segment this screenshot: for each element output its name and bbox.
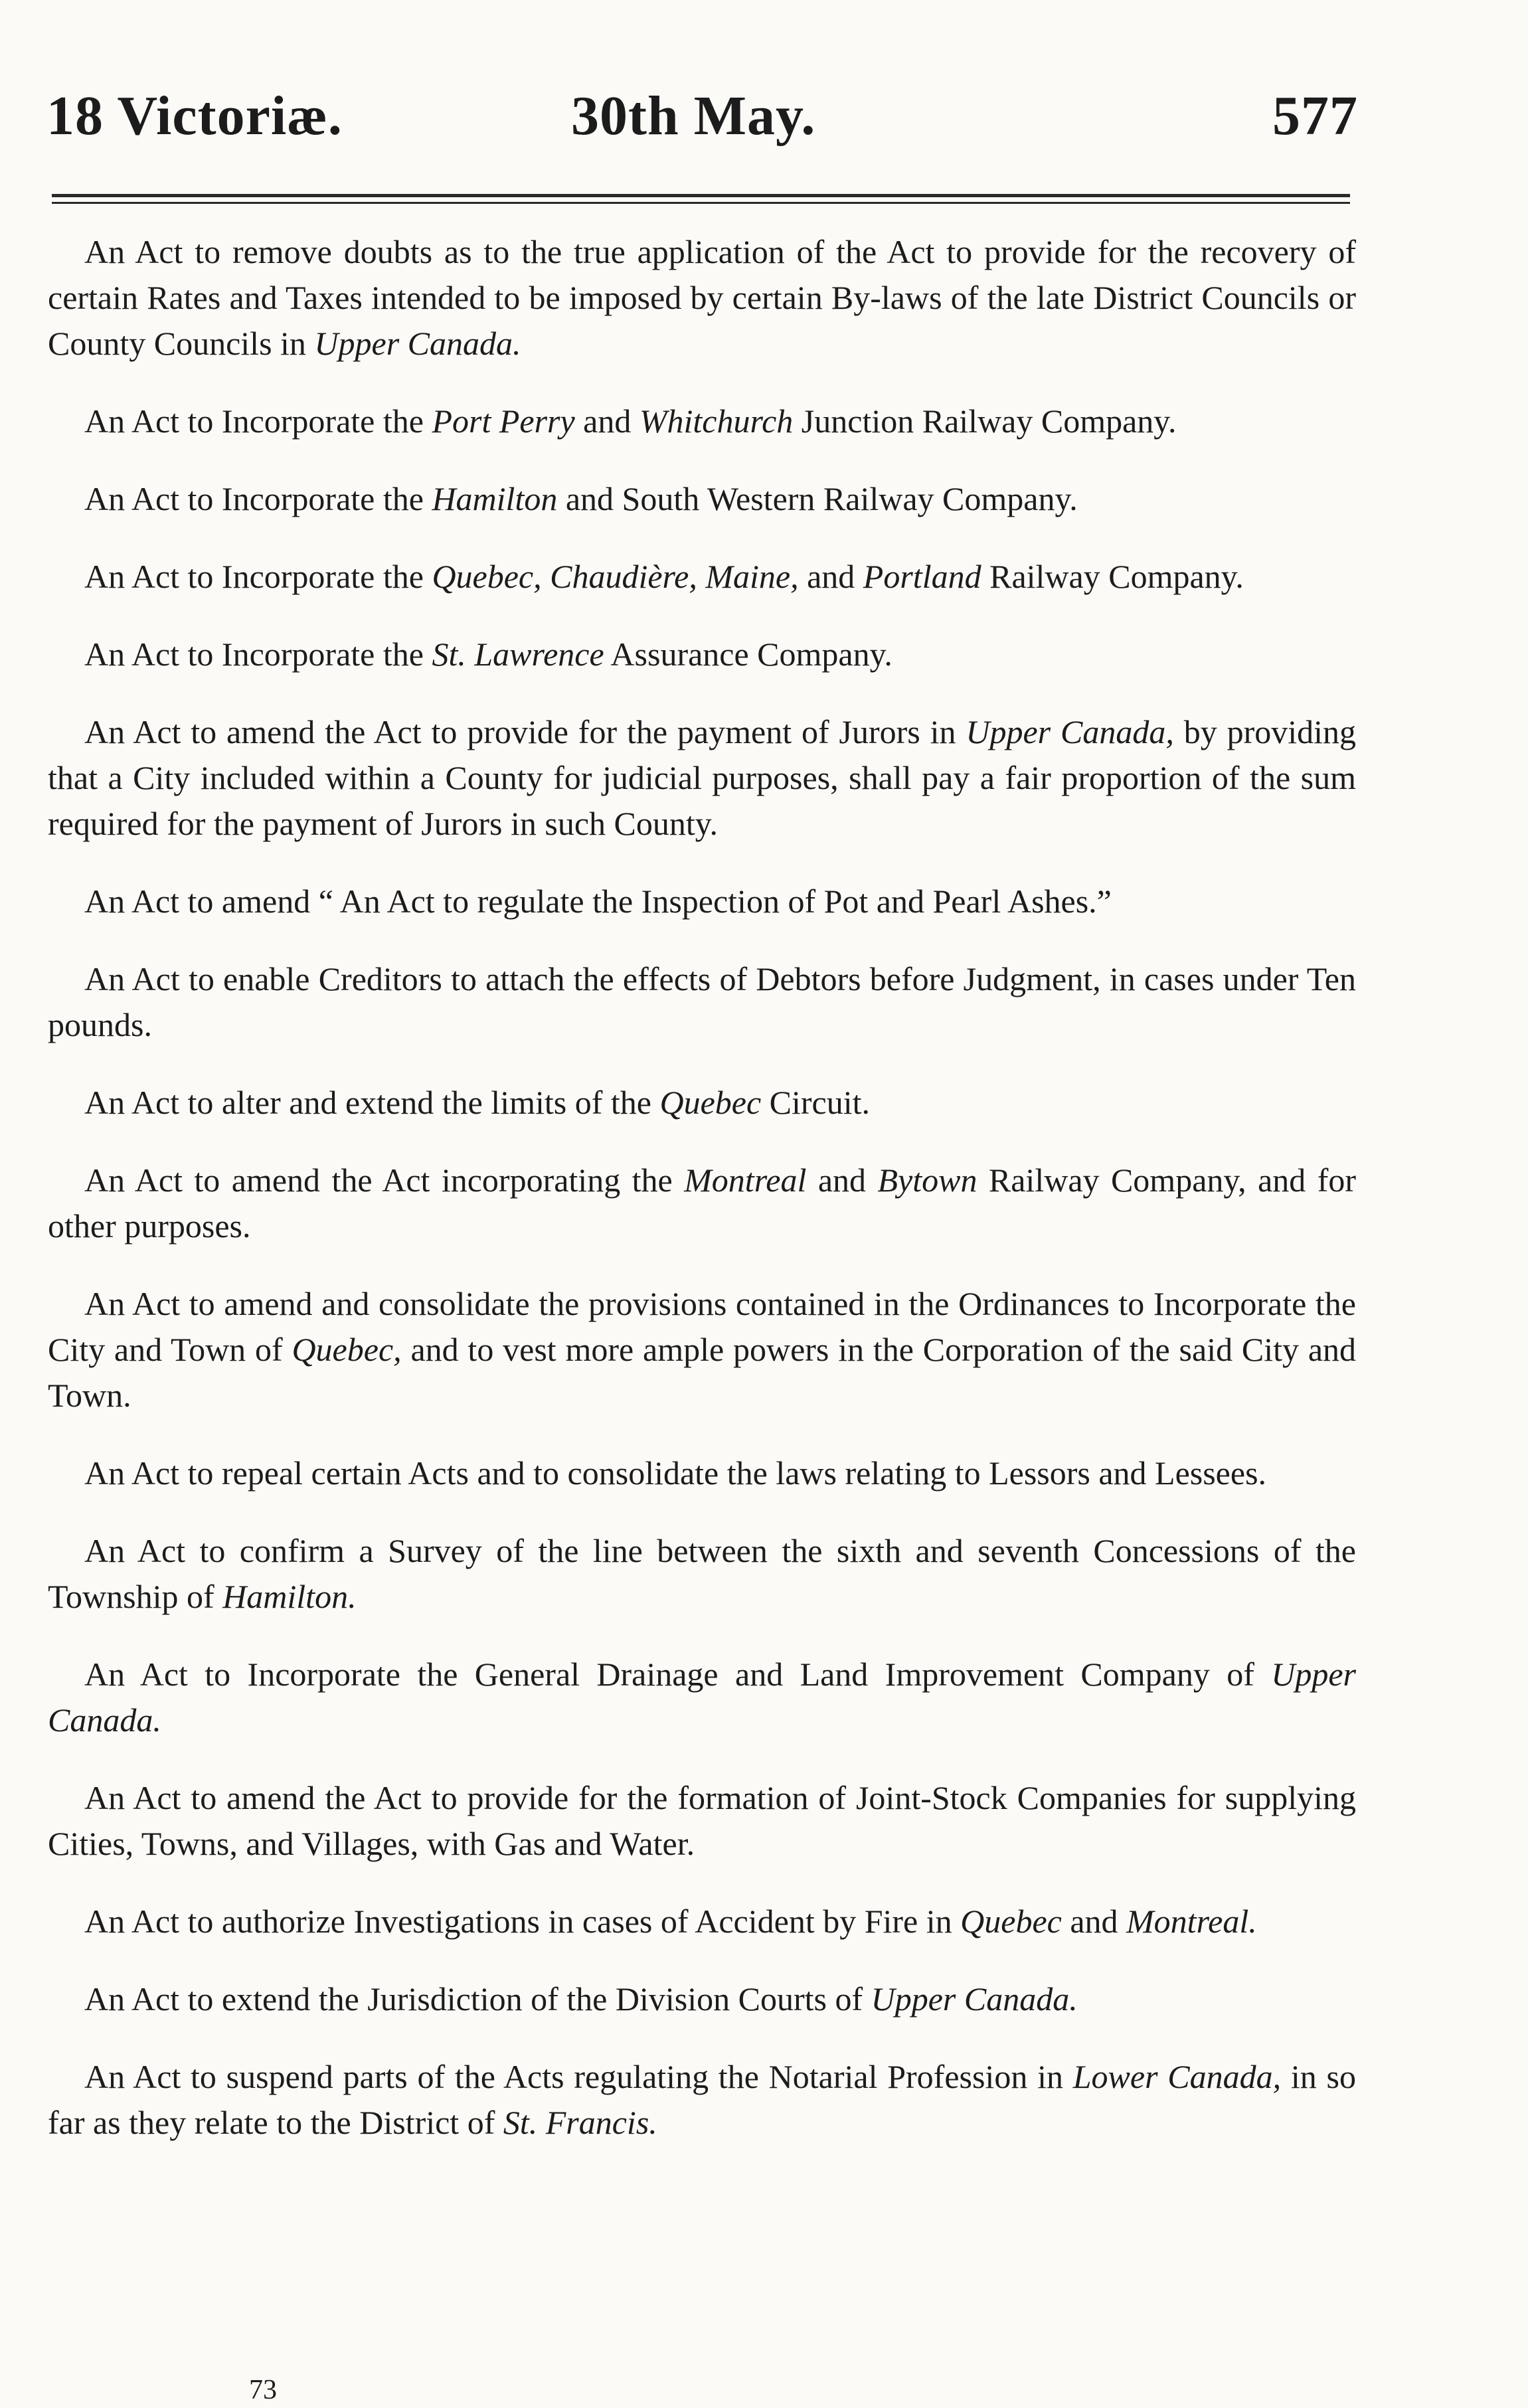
entry-text: by providing that a City included within a County for judicial purposes, shall pay a fair proportion of the sum required for the payment of Jurors in such County.	[48, 713, 1357, 842]
entry-text: An Act to extend the Jurisdiction of the Division Courts of	[84, 1980, 871, 2018]
entry-text: An Act to repeal certain Acts and to consolidate the laws relating to Lessors and Lessees.	[84, 1454, 1267, 1492]
act-entry	[48, 476, 1356, 522]
entry-text: and to vest more ample powers in the Corporation of the said City and Town.	[48, 1331, 1357, 1414]
italic-text: St. Lawrence	[432, 636, 604, 673]
entry-text: Railway Company, and for other purposes.	[48, 1161, 1356, 1245]
act-entry	[48, 1652, 1356, 1743]
act-entry	[48, 1775, 1356, 1867]
italic-text: Upper Canada.	[871, 1980, 1078, 2018]
entry-text: An Act to amend the Act to provide for the formation of Joint-Stock Companies for supplying Cities, Towns, and Villages, with Gas and Water.	[48, 1779, 1356, 1862]
entry-text: Railway Company.	[981, 558, 1244, 595]
entry-text: An Act to suspend parts of the Acts regulating the Notarial Profession in	[84, 2058, 1073, 2095]
act-entry	[48, 1450, 1356, 1496]
entry-text: An Act to amend the Act incorporating the	[84, 1161, 685, 1199]
italic-text: St. Francis.	[503, 2104, 657, 2141]
running-header	[46, 80, 1358, 159]
entry-text: An Act to confirm a Survey of the line between the sixth and seventh Concessions of the Township of	[48, 1532, 1356, 1615]
header-date: 30th May.	[571, 85, 816, 147]
act-entry	[48, 1080, 1356, 1126]
entry-text: An Act to remove doubts as to the true application of the Act to provide for the recovery of certain Rates and Taxes intended to be imposed by certain By-laws of the late District Councils or County Councils in	[48, 233, 1356, 362]
act-entry	[48, 1899, 1356, 1944]
entry-text: An Act to Incorporate the	[84, 558, 432, 595]
act-entry	[48, 956, 1356, 1048]
italic-text: Upper Canada.	[314, 325, 521, 362]
act-entry	[48, 554, 1356, 600]
italic-text: Hamilton.	[222, 1578, 357, 1615]
italic-text: Lower Canada,	[1072, 2058, 1282, 2095]
italic-text: Portland	[863, 558, 981, 595]
italic-text: Montreal	[684, 1161, 807, 1199]
italic-text: Montreal.	[1126, 1903, 1257, 1940]
act-entry	[48, 229, 1356, 367]
entry-text: and South Western Railway Company.	[557, 480, 1078, 517]
entry-text: An Act to authorize Investigations in cases of Accident by Fire in	[84, 1903, 961, 1940]
italic-text: Upper Canada.	[48, 1656, 1356, 1739]
entry-text: An Act to enable Creditors to attach the effects of Debtors before Judgment, in cases under Ten pounds.	[48, 960, 1356, 1043]
act-entry	[48, 1281, 1356, 1419]
entry-text: in so far as they relate to the District of	[48, 2058, 1356, 2141]
italic-text: Quebec	[960, 1903, 1062, 1940]
act-entry	[48, 1158, 1356, 1249]
entry-text: An Act to amend the Act to provide for the payment of Jurors in	[84, 713, 966, 750]
entry-text: and	[806, 1161, 878, 1199]
entry-text: and	[798, 558, 863, 595]
entry-text: An Act to Incorporate the	[84, 402, 432, 440]
entry-text: Assurance Company.	[604, 636, 892, 673]
act-entry	[48, 1528, 1356, 1620]
act-entry	[48, 879, 1356, 924]
entry-text: An Act to amend “ An Act to regulate the Inspection of Pot and Pearl Ashes.”	[84, 883, 1112, 920]
act-entry	[48, 632, 1356, 677]
entry-text: Circuit.	[761, 1084, 871, 1121]
act-entry	[48, 2054, 1356, 2146]
italic-text: Quebec, Chaudière, Maine,	[432, 558, 799, 595]
signature-mark: 73	[249, 2375, 277, 2405]
entry-text: An Act to Incorporate the	[84, 636, 432, 673]
italic-text: Upper Canada,	[966, 713, 1174, 750]
act-list	[48, 229, 1356, 2178]
italic-text: Quebec,	[292, 1331, 402, 1368]
entry-text: An Act to alter and extend the limits of the	[84, 1084, 660, 1121]
italic-text: Bytown	[877, 1161, 977, 1199]
italic-text: Port Perry	[432, 402, 575, 440]
act-entry	[48, 1976, 1356, 2022]
header-rule-thick	[52, 194, 1350, 197]
italic-text: Quebec	[659, 1084, 762, 1121]
header-regnal-year: 18 Victoriæ.	[46, 85, 343, 147]
entry-text: and	[1061, 1903, 1127, 1940]
italic-text: Hamilton	[432, 480, 558, 517]
italic-text: Whitchurch	[639, 402, 794, 440]
entry-text: An Act to Incorporate the	[84, 480, 432, 517]
act-entry	[48, 398, 1356, 444]
entry-text: and	[574, 402, 639, 440]
entry-text: An Act to amend and consolidate the provisions contained in the Ordinances to Incorporate the City and Town of	[48, 1285, 1356, 1368]
header-rule-thin	[52, 202, 1350, 204]
page-number: 577	[1272, 85, 1358, 147]
entry-text: Junction Railway Company.	[793, 402, 1177, 440]
act-entry	[48, 709, 1356, 847]
entry-text: An Act to Incorporate the General Drainage and Land Improvement Company of	[84, 1656, 1272, 1693]
